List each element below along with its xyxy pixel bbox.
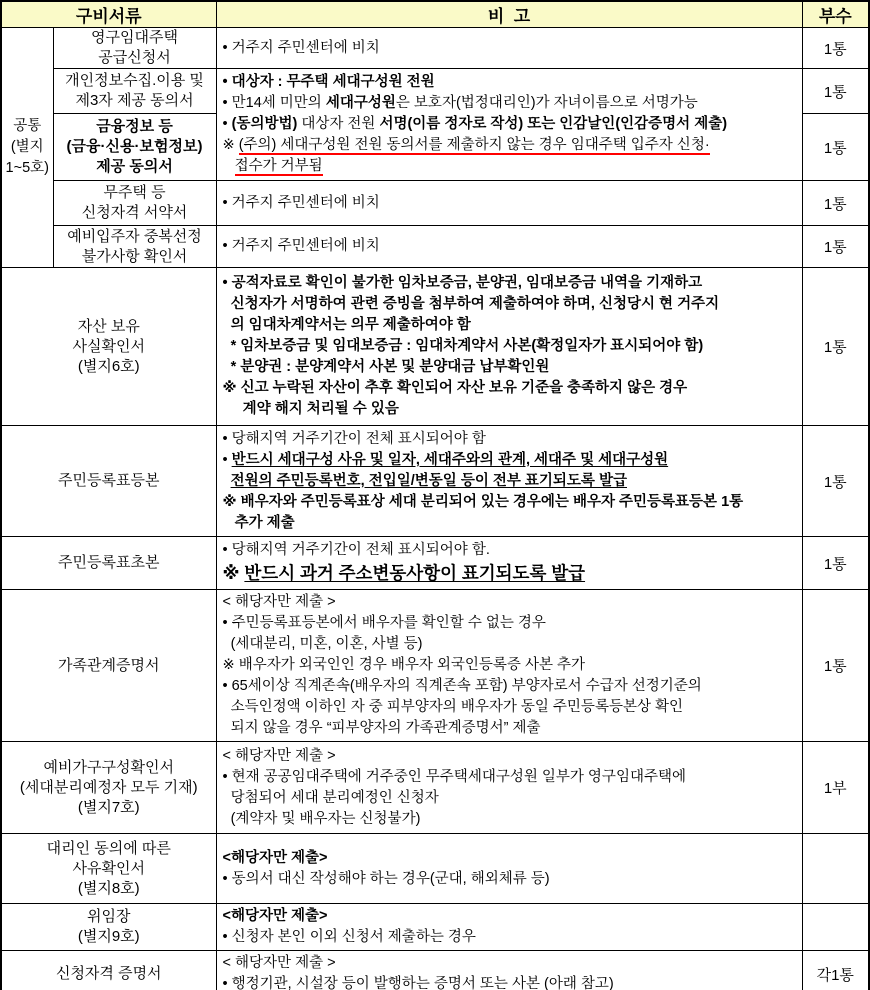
remark-resident-register-chobon: • 당해지역 거주기간이 전체 표시되어야 함. ※ 반드시 과거 주소변동사항이 표기되도록 발급 bbox=[216, 537, 802, 590]
table-header-row bbox=[1, 1, 869, 28]
remark-duplicate-selection-confirmation: • 거주지 주민센터에 비치 bbox=[216, 226, 802, 268]
copies-proxy-consent-reason-confirmation bbox=[802, 834, 869, 904]
table-row bbox=[1, 951, 869, 990]
table-row bbox=[1, 590, 869, 742]
common-group-cell: 공통 (별지 1~5호) bbox=[1, 28, 53, 268]
table-row bbox=[1, 904, 869, 951]
table-row bbox=[1, 181, 869, 226]
table-row bbox=[1, 834, 869, 904]
table-row bbox=[1, 537, 869, 590]
doc-name-financial-info-consent: 금융정보 등 (금융·신용·보험정보) 제공 동의서 bbox=[53, 114, 216, 181]
remark-no-house-pledge: • 거주지 주민센터에 비치 bbox=[216, 181, 802, 226]
doc-name-resident-register-deungbon: 주민등록표등본 bbox=[1, 426, 216, 537]
table-row bbox=[1, 226, 869, 268]
remark-resident-register-deungbon: • 당해지역 거주기간이 전체 표시되어야 함 • 반드시 세대구성 사유 및 일자, 세대주와의 관계, 세대주 및 세대구성원 전원의 주민등록번호, 전입일/변동일 등이 전부 표기되도록 발급 ※ 배우자와 주민등록표상 세대 분리되어 있는 경우에는 배우자 주민등록표등본 1통 추가 제출 bbox=[216, 426, 802, 537]
copies-applicant-qualification-certificate: 각1통 bbox=[802, 951, 869, 990]
remark-preliminary-household-confirmation: < 해당자만 제출 > • 현재 공공임대주택에 거주중인 무주택세대구성원 일부가 영구임대주택에 당첨되어 세대 분리예정인 신청자 (계약자 및 배우자는 신청불가) bbox=[216, 742, 802, 834]
remark-proxy-consent-reason-confirmation: <해당자만 제출> • 동의서 대신 작성해야 하는 경우(군대, 해외체류 등) bbox=[216, 834, 802, 904]
table-row bbox=[1, 268, 869, 426]
table-row bbox=[1, 28, 869, 69]
doc-name-applicant-qualification-certificate: 신청자격 증명서 bbox=[1, 951, 216, 990]
doc-name-family-relation-certificate: 가족관계증명서 bbox=[1, 590, 216, 742]
doc-name-preliminary-household-confirmation: 예비가구구성확인서 (세대분리예정자 모두 기재) (별지7호) bbox=[1, 742, 216, 834]
table-row bbox=[1, 742, 869, 834]
copies-preliminary-household-confirmation: 1부 bbox=[802, 742, 869, 834]
doc-name-asset-holding-confirmation: 자산 보유 사실확인서 (별지6호) bbox=[1, 268, 216, 426]
remark-personal-info-consent: • 대상자 : 무주택 세대구성원 전원 • 만14세 미만의 세대구성원은 보호자(법정대리인)가 자녀이름으로 서명가능 • (동의방법) 대상자 전원 서명(이름 정자로 작성) 또는 인감날인(인감증명서 제출) ※ (주의) 세대구성원 전원 동의서를 제출하지 않는 경우 임대주택 입주자 신청· 접수가 거부됨 bbox=[216, 69, 802, 181]
doc-name-proxy-consent-reason-confirmation: 대리인 동의에 따른 사유확인서 (별지8호) bbox=[1, 834, 216, 904]
remark-power-of-attorney: <해당자만 제출> • 신청자 본인 이외 신청서 제출하는 경우 bbox=[216, 904, 802, 951]
copies-no-house-pledge: 1통 bbox=[802, 181, 869, 226]
remark-family-relation-certificate: < 해당자만 제출 > • 주민등록표등본에서 배우자를 확인할 수 없는 경우 (세대분리, 미혼, 이혼, 사별 등) ※ 배우자가 외국인인 경우 배우자 외국인등록증 사본 추가 • 65세이상 직계존속(배우자의 직계존속 포함) 부양자로서 수급자 선정기준의 소득인정액 이하인 자 중 피부양자의 배우자가 동일 주민등록등본상 확인 되지 않을 경우 “피부양자의 가족관계증명서” 제출 bbox=[216, 590, 802, 742]
copies-financial-info-consent: 1통 bbox=[802, 114, 869, 181]
table-body bbox=[1, 28, 869, 990]
remark-applicant-qualification-certificate: < 해당자만 제출 > • 행정기관, 시설장 등이 발행하는 증명서 또는 사본 (아래 참고) bbox=[216, 951, 802, 990]
doc-name-personal-info-consent: 개인정보수집.이용 및 제3자 제공 동의서 bbox=[53, 69, 216, 114]
col-header-copies: 부수 bbox=[802, 1, 869, 28]
copies-resident-register-chobon: 1통 bbox=[802, 537, 869, 590]
doc-name-duplicate-selection-confirmation: 예비입주자 중복선정 불가사항 확인서 bbox=[53, 226, 216, 268]
copies-resident-register-deungbon: 1통 bbox=[802, 426, 869, 537]
copies-asset-holding-confirmation: 1통 bbox=[802, 268, 869, 426]
doc-name-power-of-attorney: 위임장 (별지9호) bbox=[1, 904, 216, 951]
copies-permanent-rental-application: 1통 bbox=[802, 28, 869, 69]
table-row bbox=[1, 69, 869, 114]
doc-name-permanent-rental-application: 영구임대주택 공급신청서 bbox=[53, 28, 216, 69]
copies-power-of-attorney bbox=[802, 904, 869, 951]
col-header-documents: 구비서류 bbox=[1, 1, 216, 28]
copies-duplicate-selection-confirmation: 1통 bbox=[802, 226, 869, 268]
copies-family-relation-certificate: 1통 bbox=[802, 590, 869, 742]
copies-personal-info-consent: 1통 bbox=[802, 69, 869, 114]
remark-asset-holding-confirmation: • 공적자료로 확인이 불가한 임차보증금, 분양권, 임대보증금 내역을 기재하고 신청자가 서명하여 관련 증빙을 첨부하여 제출하여야 하며, 신청당시 현 거주지 의 임대차계약서는 의무 제출하여야 함 * 임차보증금 및 임대보증금 : 임대차계약서 사본(확정일자가 표시되어야 함) * 분양권 : 분양계약서 사본 및 분양대금 납부확인원 ※ 신고 누락된 자산이 추후 확인되어 자산 보유 기준을 충족하지 않은 경우 계약 해지 처리될 수 있음 bbox=[216, 268, 802, 426]
doc-name-resident-register-chobon: 주민등록표초본 bbox=[1, 537, 216, 590]
col-header-remarks: 비 고 bbox=[216, 1, 802, 28]
doc-name-no-house-pledge: 무주택 등 신청자격 서약서 bbox=[53, 181, 216, 226]
remark-permanent-rental-application: • 거주지 주민센터에 비치 bbox=[216, 28, 802, 69]
table-row bbox=[1, 426, 869, 537]
